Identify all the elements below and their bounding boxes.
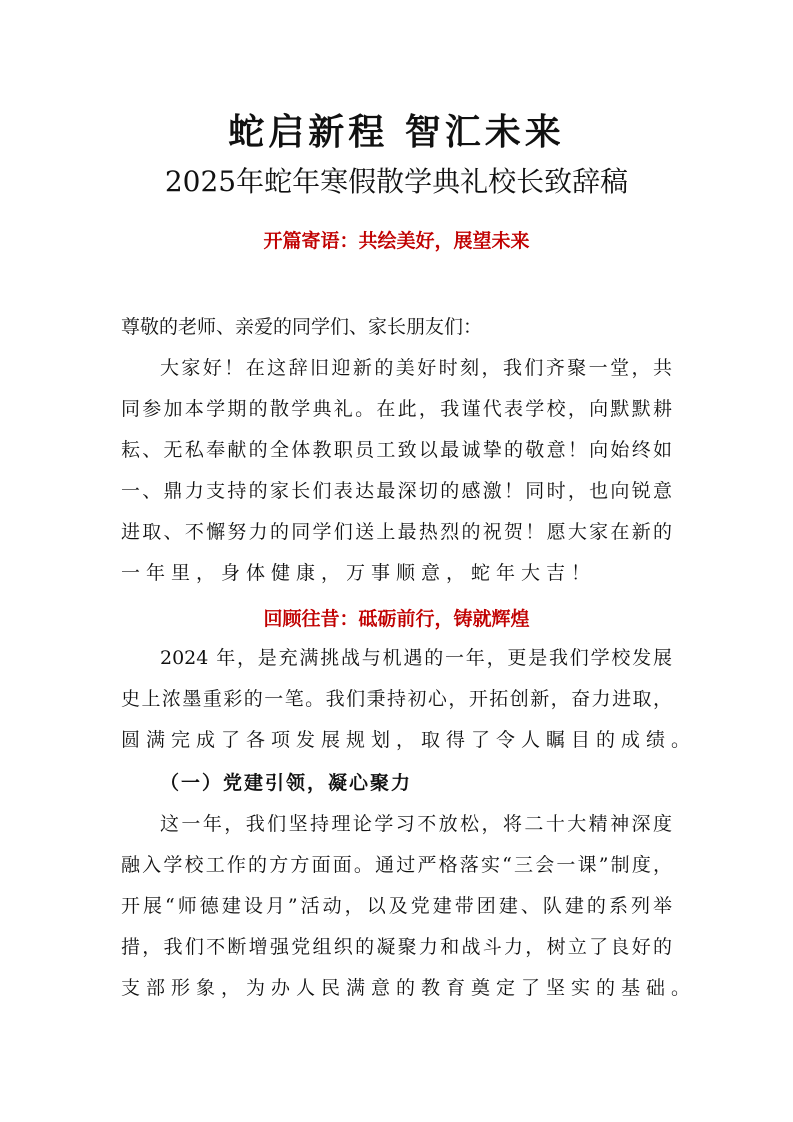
document-subtitle: 2025年蛇年寒假散学典礼校长致辞稿 — [164, 165, 629, 198]
section-heading-review: 回顾往昔：砥砺前行，铸就辉煌 — [263, 608, 530, 630]
subsection-heading: （一）党建引领，凝心聚力 — [160, 772, 413, 794]
salutation: 尊敬的老师、亲爱的同学们、家长朋友们： — [121, 316, 483, 338]
paragraph-line: 同参加本学期的散学典礼。在此，我谨代表学校，向默默耕 — [121, 398, 672, 420]
paragraph-line: 史上浓墨重彩的一笔。我们秉持初心，开拓创新，奋力进取， — [121, 688, 672, 710]
paragraph-line: 2024 年，是充满挑战与机遇的一年，更是我们学校发展 — [160, 647, 672, 669]
paragraph-line: 支部形象，为办人民满意的教育奠定了坚实的基础。 — [121, 977, 697, 999]
section-heading-opening: 开篇寄语：共绘美好，展望未来 — [263, 230, 530, 252]
paragraph-line: 一、鼎力支持的家长们表达最深切的感激！同时，也向锐意 — [121, 480, 672, 502]
paragraph-line: 开展“师德建设月”活动，以及党建带团建、队建的系列举 — [121, 895, 672, 917]
paragraph-line: 大家好！在这辞旧迎新的美好时刻，我们齐聚一堂，共 — [160, 357, 672, 379]
paragraph-line: 融入学校工作的方方面面。通过严格落实“三会一课”制度， — [121, 854, 672, 876]
paragraph-line: 这一年，我们坚持理论学习不放松，将二十大精神深度 — [160, 813, 672, 835]
paragraph-line: 耘、无私奉献的全体教职员工致以最诚挚的敬意！向始终如 — [121, 439, 672, 461]
paragraph-line: 圆满完成了各项发展规划，取得了令人瞩目的成绩。 — [121, 729, 697, 751]
paragraph-line: 一年里，身体健康，万事顺意，蛇年大吉！ — [121, 562, 597, 584]
document-title: 蛇启新程 智汇未来 — [228, 111, 565, 153]
paragraph-line: 进取、不懈努力的同学们送上最热烈的祝贺！愿大家在新的 — [121, 521, 672, 543]
paragraph-line: 措，我们不断增强党组织的凝聚力和战斗力，树立了良好的 — [121, 936, 672, 958]
